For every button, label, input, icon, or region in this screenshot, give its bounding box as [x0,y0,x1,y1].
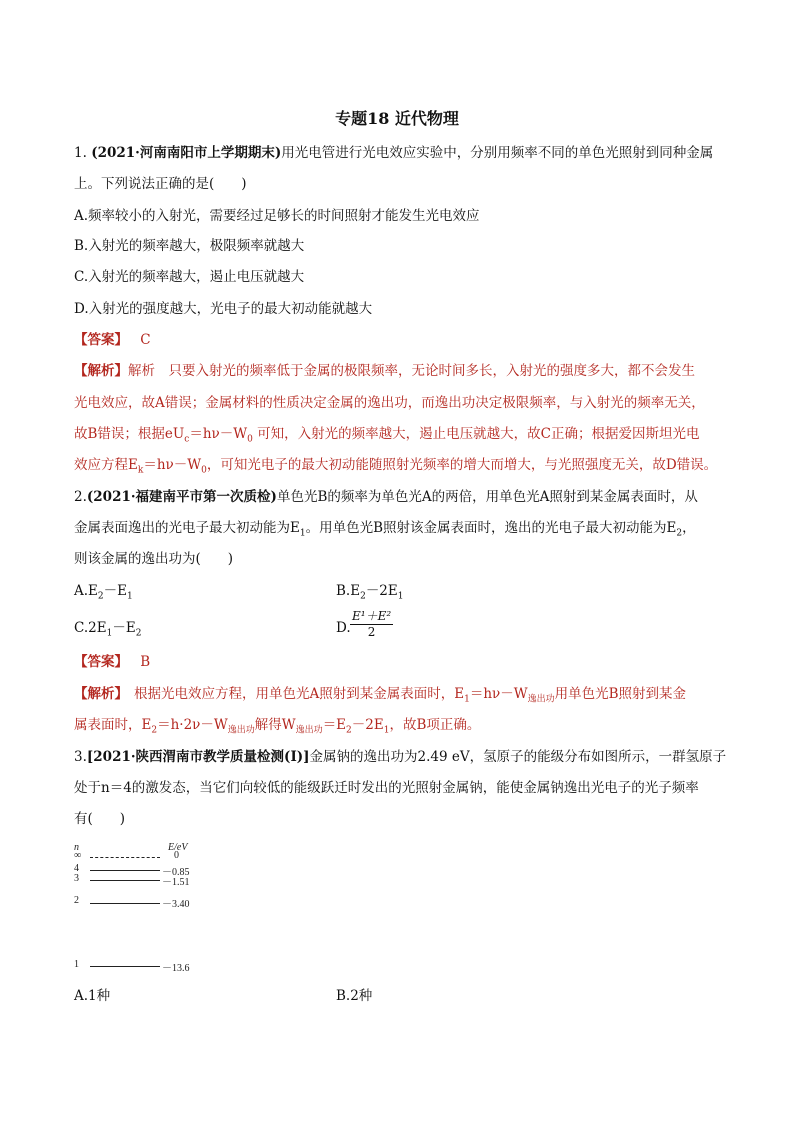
level-energy-4: －0.85 [162,867,190,878]
q1-source: (2021·河南南阳市上学期期末) [91,145,282,161]
level-n-1: 1 [74,959,79,970]
q3-option-a: A.1种 [74,988,111,1004]
q1-stem-a: 用光电管进行光电效应实验中，分别用频率不同的单色光照射到同种金属 [281,145,714,161]
q2-answer-label: 【答案】 [74,654,128,670]
q1-answer: C [140,332,151,348]
q1-option-d: D.入射光的强度越大，光电子的最大初动能就越大 [74,301,373,317]
level-n-infinity: ∞ [74,850,82,861]
q2-analysis-label: 【解析】 [74,686,128,702]
q1-analysis-label: 【解析】 [74,363,128,379]
q3-source: [2021·陕西渭南市教学质量检测(Ⅰ)] [86,749,310,765]
q2-option-b: $B.E_2-2E_1$ [336,583,404,602]
q2-option-d-denominator: 2 [367,625,376,639]
q2-option-d-numerator: E¹＋E² [352,609,392,623]
q2-analysis-1: 根据光电效应方程，用单色光A照射到某金属表面时，$E_1=h\nu-W_{逸出功}$用单色光B照射到某金 [134,686,687,705]
page-title: 专题18 近代物理 [335,109,459,128]
q1-analysis-1: 解析 只要入射光的频率低于金属的极限频率，无论时间多长，入射光的强度多大，都不会发生 [128,363,695,379]
q2-source: (2021·福建南平市第一次质检) [86,489,277,505]
level-line-3 [90,880,160,881]
q3-stem-c: 有( ) [74,811,126,827]
level-energy-1: －13.6 [162,963,190,974]
level-energy-2: －3.40 [162,899,190,910]
level-n-3: 3 [74,873,79,884]
q3-stem-b: 处于n＝4的激发态，当它们向较低的能级跃迁时发出的光照射金属钠，能使金属钠逸出光电子的光子频率 [74,780,699,796]
energy-level-diagram [70,842,220,982]
q2-option-d-prefix: D. [336,620,351,636]
q1-stem-line-1 [74,144,713,162]
level-line-4 [90,870,160,871]
q2-option-d-fraction [350,607,393,639]
q1-analysis-4: 效应方程$E_k=h\nu-W_0$，可知光电子的最大初动能随照射光频率的增大而增大，与光照强度无关，故D错误。 [74,457,718,476]
q3-number: 3. [74,749,87,765]
q1-analysis-2: 光电效应，故A错误；金属材料的性质决定金属的逸出功，而逸出功决定极限频率，与入射光的频率无关， [74,395,705,411]
q1-analysis-line-1 [74,362,695,380]
q1-stem-b: 上。下列说法正确的是( ) [74,176,247,192]
level-line-2 [90,903,160,904]
q2-answer-line [74,653,150,671]
q2-analysis-line-1 [74,685,686,709]
n-axis-label: n [74,842,79,853]
q1-option-b: B.入射光的频率越大，极限频率就越大 [74,238,305,254]
level-energy-3: －1.51 [162,877,190,888]
q2-stem-line-1 [74,488,698,506]
level-energy-infinity: 0 [174,850,179,861]
q2-number: 2. [74,489,87,505]
q2-option-c: $C.2E_1-E_2$ [74,620,142,639]
energy-unit-label: E/eV [168,842,188,853]
q1-analysis-3: 故B错误；根据$eU_c=h\nu-W_0$ 可知，入射光的频率越大，遏止电压就越大，故C正确；根据爱因斯坦光电 [74,426,700,445]
q3-stem-a: 金属钠的逸出功为2.49 eV，氢原子的能级分布如图所示，一群氢原子 [309,749,727,765]
q1-answer-line [74,331,151,349]
q2-option-a: $A.E_2-E_1$ [74,583,133,602]
q2-stem-c: 则该金属的逸出功为( ) [74,551,234,567]
q1-option-c: C.入射光的频率越大，遏止电压就越大 [74,269,305,285]
level-n-2: 2 [74,895,79,906]
q3-stem-line-1 [74,748,726,766]
q2-stem-b: 金属表面逸出的光电子最大初动能为$E_1$。用单色光B照射该金属表面时，逸出的光电子最大初动能为$E_2$， [74,520,696,539]
q1-option-a: A.频率较小的入射光，需要经过足够长的时间照射才能发生光电效应 [74,208,480,224]
q3-option-b: B.2种 [336,988,373,1004]
q2-stem-a: 单色光B的频率为单色光A的两倍，用单色光A照射到某金属表面时，从 [276,489,698,505]
q2-answer: B [140,654,151,670]
q1-number: 1. [74,145,87,161]
level-line-1 [90,966,160,967]
level-line-infinity [90,857,160,858]
q2-analysis-2: 属表面时，$E_2=h\cdot 2\nu-W_{逸出功}$解得$W_{逸出功}=E_2-2E_1$，故B项正确。 [74,717,481,736]
q1-answer-label: 【答案】 [74,332,128,348]
level-n-4: 4 [74,863,79,874]
